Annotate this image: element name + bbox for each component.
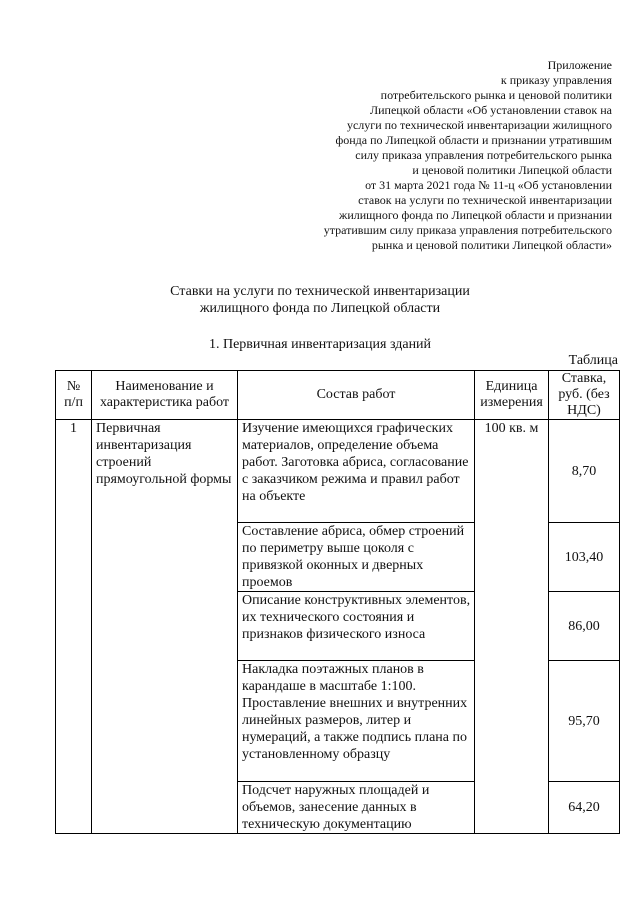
- work-rate: 103,40: [549, 523, 620, 592]
- document-title: [0, 283, 640, 317]
- rates-table: [55, 370, 620, 834]
- document-title-line-2: жилищного фонда по Липецкой области: [199, 301, 441, 316]
- header-rate: Ставка, руб. (без НДС): [549, 371, 620, 420]
- work-item: Составление абриса, обмер строений по периметру выше цоколя с привязкой оконных и дверных проемов: [238, 523, 475, 592]
- header-unit: Единица измерения: [475, 371, 549, 420]
- table-header-row: [56, 371, 620, 420]
- appendix-line: к приказу управления: [500, 73, 612, 87]
- appendix-line: утратившим силу приказа управления потребительского: [323, 223, 612, 237]
- appendix-line: жилищного фонда по Липецкой области и признании: [339, 208, 612, 222]
- work-rate: 95,70: [549, 661, 620, 782]
- appendix-header: [272, 58, 612, 253]
- row-unit: 100 кв. м: [475, 420, 549, 834]
- row-num: 1: [56, 420, 92, 834]
- work-item: Изучение имеющихся графических материалов, определение объема работ. Заготовка абриса, согласование с заказчиком режима и правил работ на объекте: [238, 420, 475, 523]
- work-rate: 64,20: [549, 782, 620, 834]
- appendix-line: фонда по Липецкой области и признании утратившим: [335, 133, 612, 147]
- appendix-line: Липецкой области «Об установлении ставок на: [369, 103, 612, 117]
- appendix-line: ставок на услуги по технической инвентаризации: [358, 193, 612, 207]
- appendix-line: силу приказа управления потребительского рынка: [355, 148, 612, 162]
- work-item: Накладка поэтажных планов в карандаше в масштабе 1:100. Проставление внешних и внутренних линейных размеров, литер и нумераций, а также подпись плана по установленному образцу: [238, 661, 475, 782]
- appendix-line: Приложение: [547, 58, 612, 72]
- appendix-line: потребительского рынка и ценовой политики: [380, 88, 612, 102]
- table-label: Таблица: [568, 353, 618, 368]
- work-item: Подсчет наружных площадей и объемов, занесение данных в техническую документацию: [238, 782, 475, 834]
- appendix-line: услуги по технической инвентаризации жилищного: [346, 118, 612, 132]
- work-rate: 8,70: [549, 420, 620, 523]
- appendix-line: и ценовой политики Липецкой области: [412, 163, 612, 177]
- work-item: Описание конструктивных элементов, их технического состояния и признаков физического износа: [238, 592, 475, 661]
- work-rate: 86,00: [549, 592, 620, 661]
- document-title-line-1: Ставки на услуги по технической инвентаризации: [170, 284, 470, 299]
- section-title: 1. Первичная инвентаризация зданий: [208, 337, 432, 352]
- appendix-line: рынка и ценовой политики Липецкой области»: [371, 238, 612, 252]
- row-name: Первичная инвентаризация строений прямоугольной формы: [92, 420, 238, 834]
- table-row: [56, 420, 620, 523]
- header-composition: Состав работ: [238, 371, 475, 420]
- header-num: № п/п: [56, 371, 92, 420]
- appendix-line: от 31 марта 2021 года № 11-ц «Об установлении: [365, 178, 612, 192]
- header-name: Наименование и характеристика работ: [92, 371, 238, 420]
